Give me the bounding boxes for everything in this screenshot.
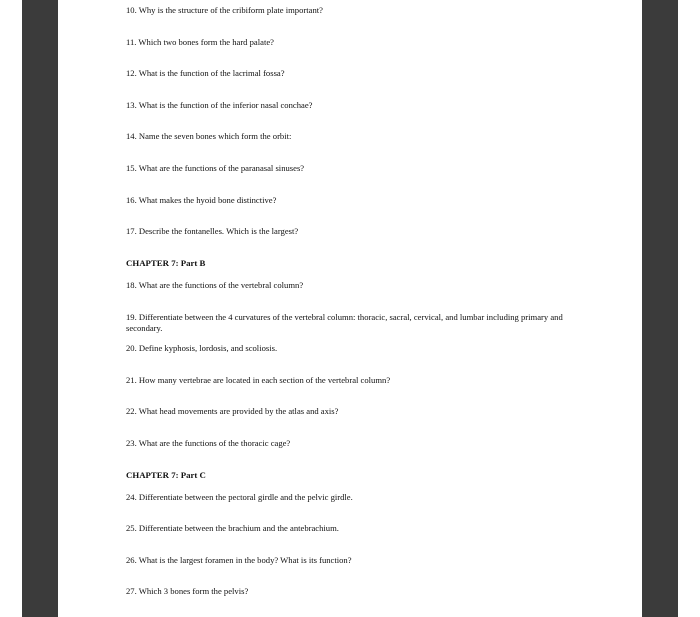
question-20: 20. Define kyphosis, lordosis, and scoliosis. [126,343,278,353]
document-page [58,0,642,617]
question-22: 22. What head movements are provided by the atlas and axis? [126,406,339,416]
question-25: 25. Differentiate between the brachium and the antebrachium. [126,523,339,533]
question-27: 27. Which 3 bones form the pelvis? [126,586,249,596]
question-16: 16. What makes the hyoid bone distinctive? [126,195,277,205]
question-11: 11. Which two bones form the hard palate? [126,37,274,47]
question-23: 23. What are the functions of the thoracic cage? [126,438,291,448]
question-19: 19. Differentiate between the 4 curvatures of the vertebral column: thoracic, sacral, cervical, and lumbar including primary and secondary. [126,312,563,333]
question-14: 14. Name the seven bones which form the orbit: [126,131,292,141]
question-10: 10. Why is the structure of the cribiform plate important? [126,5,323,15]
question-13: 13. What is the function of the inferior nasal conchae? [126,100,313,110]
section-heading-part-b: CHAPTER 7: Part B [126,258,206,268]
question-24: 24. Differentiate between the pectoral girdle and the pelvic girdle. [126,492,353,502]
section-heading-part-c: CHAPTER 7: Part C [126,470,206,480]
question-15: 15. What are the functions of the paranasal sinuses? [126,163,305,173]
question-18: 18. What are the functions of the vertebral column? [126,280,304,290]
left-margin-bar [22,0,58,617]
right-margin-bar [642,0,678,617]
question-21: 21. How many vertebrae are located in each section of the vertebral column? [126,375,391,385]
question-12: 12. What is the function of the lacrimal fossa? [126,68,285,78]
question-26: 26. What is the largest foramen in the body? What is its function? [126,555,352,565]
question-17: 17. Describe the fontanelles. Which is the largest? [126,226,299,236]
